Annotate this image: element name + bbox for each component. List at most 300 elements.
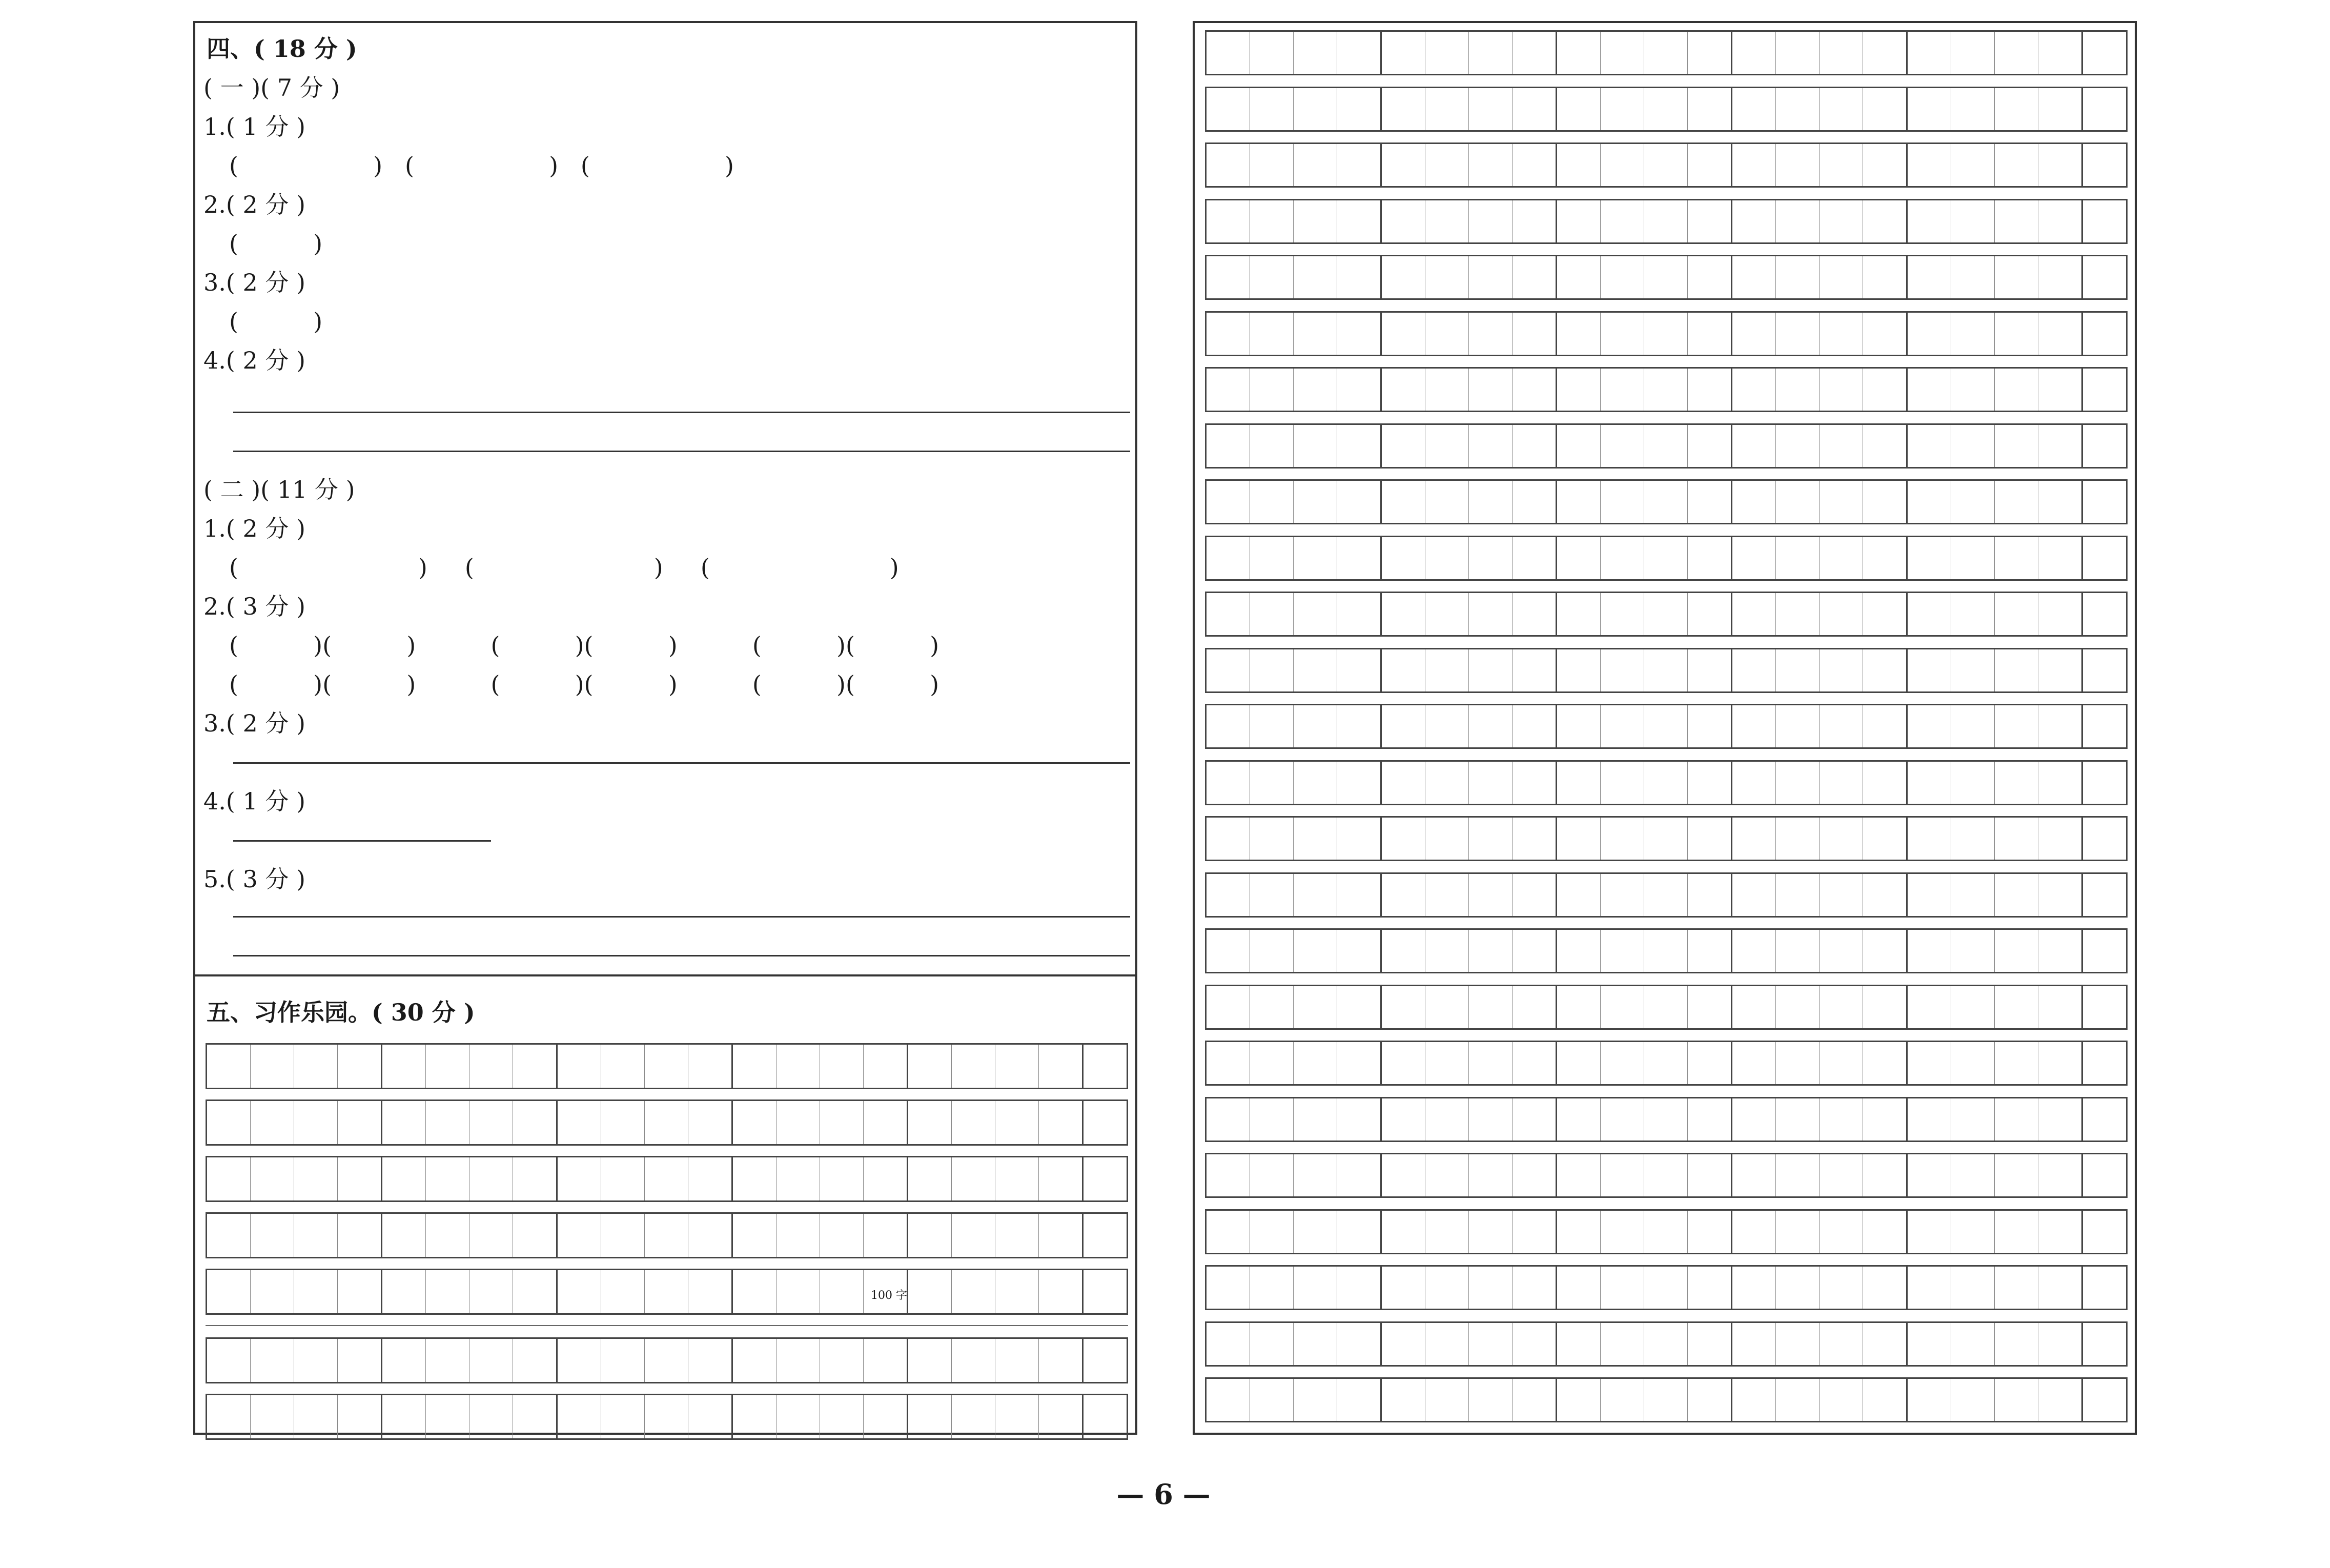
- grid-cell[interactable]: [733, 1157, 776, 1200]
- grid-cell[interactable]: [294, 1157, 338, 1200]
- grid-cell[interactable]: [1425, 1154, 1469, 1196]
- grid-cell[interactable]: [1688, 649, 1732, 691]
- grid-cell[interactable]: [1688, 1379, 1732, 1421]
- grid-cell[interactable]: [1732, 32, 1776, 74]
- grid-cell[interactable]: [1513, 1154, 1557, 1196]
- grid-cell[interactable]: [952, 1157, 995, 1200]
- grid-cell[interactable]: [1863, 32, 1908, 74]
- grid-cell[interactable]: [1250, 32, 1294, 74]
- grid-cell[interactable]: [2038, 705, 2083, 747]
- grid-cell[interactable]: [1995, 1323, 2038, 1365]
- grid-cell[interactable]: [1513, 593, 1557, 635]
- grid-cell[interactable]: [1820, 1323, 1863, 1365]
- grid-cell[interactable]: [1250, 144, 1294, 186]
- grid-cell[interactable]: [1732, 705, 1776, 747]
- grid-cell[interactable]: [1557, 200, 1601, 242]
- grid-cell[interactable]: [513, 1101, 558, 1144]
- grid-cell[interactable]: [1469, 481, 1513, 523]
- grid-cell[interactable]: [1469, 705, 1513, 747]
- grid-cell[interactable]: [1250, 986, 1294, 1028]
- grid-cell[interactable]: [1732, 144, 1776, 186]
- right-grid-row-9[interactable]: [1205, 479, 2128, 524]
- grid-cell[interactable]: [1688, 874, 1732, 916]
- grid-cell[interactable]: [1425, 256, 1469, 298]
- grid-cell[interactable]: [1469, 200, 1513, 242]
- grid-cell[interactable]: [1863, 1154, 1908, 1196]
- grid-cell[interactable]: [1557, 762, 1601, 804]
- grid-cell[interactable]: [1207, 649, 1250, 691]
- grid-cell[interactable]: [1601, 1323, 1644, 1365]
- grid-cell[interactable]: [1469, 1323, 1513, 1365]
- p1-q4-answer-line-2[interactable]: [233, 451, 1130, 452]
- grid-cell[interactable]: [469, 1270, 513, 1313]
- left-grid-row-1[interactable]: [206, 1043, 1128, 1089]
- right-grid-row-20[interactable]: [1205, 1097, 2128, 1142]
- grid-cell[interactable]: [1644, 32, 1688, 74]
- grid-cell[interactable]: [1337, 649, 1382, 691]
- grid-cell[interactable]: [469, 1339, 513, 1382]
- grid-cell[interactable]: [1732, 481, 1776, 523]
- grid-cell[interactable]: [1732, 1379, 1776, 1421]
- grid-cell[interactable]: [2083, 593, 2126, 635]
- grid-cell[interactable]: [1294, 200, 1337, 242]
- grid-cell[interactable]: [382, 1339, 426, 1382]
- grid-cell[interactable]: [1469, 425, 1513, 467]
- grid-cell[interactable]: [2038, 593, 2083, 635]
- grid-cell[interactable]: [1688, 930, 1732, 972]
- grid-cell[interactable]: [1469, 762, 1513, 804]
- grid-cell[interactable]: [1469, 1042, 1513, 1084]
- grid-cell[interactable]: [1469, 256, 1513, 298]
- grid-cell[interactable]: [864, 1214, 908, 1257]
- grid-cell[interactable]: [1776, 256, 1820, 298]
- grid-cell[interactable]: [1688, 705, 1732, 747]
- grid-cell[interactable]: [2083, 1267, 2126, 1309]
- grid-cell[interactable]: [1688, 481, 1732, 523]
- grid-cell[interactable]: [1513, 986, 1557, 1028]
- grid-cell[interactable]: [1207, 874, 1250, 916]
- grid-cell[interactable]: [995, 1339, 1039, 1382]
- grid-cell[interactable]: [1601, 200, 1644, 242]
- grid-cell[interactable]: [382, 1270, 426, 1313]
- grid-cell[interactable]: [1425, 1267, 1469, 1309]
- right-grid-row-7[interactable]: [1205, 367, 2128, 412]
- grid-cell[interactable]: [1995, 649, 2038, 691]
- right-grid-row-11[interactable]: [1205, 592, 2128, 637]
- grid-cell[interactable]: [1601, 313, 1644, 355]
- grid-cell[interactable]: [2083, 1154, 2126, 1196]
- grid-cell[interactable]: [1863, 930, 1908, 972]
- grid-cell[interactable]: [1776, 88, 1820, 130]
- right-grid-row-25[interactable]: [1205, 1377, 2128, 1422]
- grid-cell[interactable]: [1688, 1323, 1732, 1365]
- grid-cell[interactable]: [952, 1270, 995, 1313]
- grid-cell[interactable]: [1382, 144, 1425, 186]
- grid-cell[interactable]: [1513, 313, 1557, 355]
- grid-cell[interactable]: [1644, 930, 1688, 972]
- right-grid-row-12[interactable]: [1205, 648, 2128, 693]
- grid-cell[interactable]: [1207, 930, 1250, 972]
- grid-cell[interactable]: [1863, 1211, 1908, 1253]
- grid-cell[interactable]: [1425, 313, 1469, 355]
- grid-cell[interactable]: [338, 1214, 382, 1257]
- grid-cell[interactable]: [1820, 705, 1863, 747]
- grid-cell[interactable]: [1250, 313, 1294, 355]
- grid-cell[interactable]: [1557, 593, 1601, 635]
- grid-cell[interactable]: [1469, 874, 1513, 916]
- grid-cell[interactable]: [1337, 593, 1382, 635]
- grid-cell[interactable]: [1951, 649, 1995, 691]
- grid-cell[interactable]: [776, 1101, 820, 1144]
- grid-cell[interactable]: [1951, 1379, 1995, 1421]
- grid-cell[interactable]: [1469, 313, 1513, 355]
- grid-cell[interactable]: [2038, 1211, 2083, 1253]
- grid-cell[interactable]: [1382, 986, 1425, 1028]
- grid-cell[interactable]: [1951, 818, 1995, 860]
- right-grid-row-22[interactable]: [1205, 1209, 2128, 1254]
- grid-cell[interactable]: [645, 1157, 688, 1200]
- grid-cell[interactable]: [1688, 818, 1732, 860]
- grid-cell[interactable]: [382, 1157, 426, 1200]
- grid-cell[interactable]: [1995, 593, 2038, 635]
- grid-cell[interactable]: [733, 1214, 776, 1257]
- grid-cell[interactable]: [1425, 1211, 1469, 1253]
- grid-cell[interactable]: [1382, 649, 1425, 691]
- grid-cell[interactable]: [513, 1395, 558, 1438]
- grid-cell[interactable]: [469, 1214, 513, 1257]
- grid-cell[interactable]: [338, 1157, 382, 1200]
- grid-cell[interactable]: [1294, 930, 1337, 972]
- grid-cell[interactable]: [1732, 762, 1776, 804]
- grid-cell[interactable]: [382, 1395, 426, 1438]
- grid-cell[interactable]: [207, 1101, 251, 1144]
- grid-cell[interactable]: [1250, 256, 1294, 298]
- grid-cell[interactable]: [426, 1045, 469, 1088]
- grid-cell[interactable]: [2038, 874, 2083, 916]
- grid-cell[interactable]: [1644, 1211, 1688, 1253]
- grid-cell[interactable]: [1776, 593, 1820, 635]
- grid-cell[interactable]: [207, 1045, 251, 1088]
- grid-cell[interactable]: [1732, 313, 1776, 355]
- grid-cell[interactable]: [1469, 1154, 1513, 1196]
- grid-cell[interactable]: [1863, 313, 1908, 355]
- grid-cell[interactable]: [1644, 1042, 1688, 1084]
- grid-cell[interactable]: [1425, 930, 1469, 972]
- grid-cell[interactable]: [1601, 649, 1644, 691]
- grid-cell[interactable]: [1688, 144, 1732, 186]
- grid-cell[interactable]: [513, 1339, 558, 1382]
- grid-cell[interactable]: [1337, 1211, 1382, 1253]
- grid-cell[interactable]: [1732, 1323, 1776, 1365]
- grid-cell[interactable]: [1601, 425, 1644, 467]
- grid-cell[interactable]: [1294, 537, 1337, 579]
- grid-cell[interactable]: [1469, 649, 1513, 691]
- grid-cell[interactable]: [1644, 481, 1688, 523]
- grid-cell[interactable]: [1294, 1379, 1337, 1421]
- grid-cell[interactable]: [1732, 537, 1776, 579]
- grid-cell[interactable]: [1776, 986, 1820, 1028]
- right-grid-row-19[interactable]: [1205, 1041, 2128, 1086]
- grid-cell[interactable]: [1951, 369, 1995, 411]
- grid-cell[interactable]: [1820, 481, 1863, 523]
- grid-cell[interactable]: [1425, 593, 1469, 635]
- grid-cell[interactable]: [1382, 1098, 1425, 1141]
- grid-cell[interactable]: [1337, 1154, 1382, 1196]
- grid-cell[interactable]: [1776, 649, 1820, 691]
- grid-cell[interactable]: [1995, 537, 2038, 579]
- right-grid-row-16[interactable]: [1205, 872, 2128, 918]
- grid-cell[interactable]: [1337, 705, 1382, 747]
- grid-cell[interactable]: [952, 1339, 995, 1382]
- grid-cell[interactable]: [558, 1395, 601, 1438]
- grid-cell[interactable]: [688, 1045, 733, 1088]
- grid-cell[interactable]: [1207, 369, 1250, 411]
- grid-cell[interactable]: [1644, 705, 1688, 747]
- grid-cell[interactable]: [1425, 144, 1469, 186]
- grid-cell[interactable]: [1732, 369, 1776, 411]
- grid-cell[interactable]: [294, 1339, 338, 1382]
- p2-q2-blanks-row2[interactable]: ( )( ) ( )( ) ( )( ): [229, 670, 939, 698]
- grid-cell[interactable]: [2038, 1267, 2083, 1309]
- grid-cell[interactable]: [1294, 986, 1337, 1028]
- grid-cell[interactable]: [1908, 537, 1951, 579]
- grid-cell[interactable]: [1908, 313, 1951, 355]
- grid-cell[interactable]: [1469, 369, 1513, 411]
- right-grid-row-18[interactable]: [1205, 985, 2128, 1030]
- grid-cell[interactable]: [1039, 1270, 1084, 1313]
- grid-cell[interactable]: [1951, 313, 1995, 355]
- grid-cell[interactable]: [1513, 762, 1557, 804]
- grid-cell[interactable]: [645, 1045, 688, 1088]
- grid-cell[interactable]: [1820, 762, 1863, 804]
- grid-cell[interactable]: [1250, 818, 1294, 860]
- grid-cell[interactable]: [1995, 986, 2038, 1028]
- grid-cell[interactable]: [1776, 200, 1820, 242]
- right-grid-row-23[interactable]: [1205, 1265, 2128, 1310]
- grid-cell[interactable]: [1908, 705, 1951, 747]
- grid-cell[interactable]: [2038, 88, 2083, 130]
- grid-cell[interactable]: [908, 1157, 952, 1200]
- grid-cell[interactable]: [1820, 1154, 1863, 1196]
- grid-cell[interactable]: [1513, 200, 1557, 242]
- p2-q1-blanks[interactable]: ( ) ( ) ( ): [229, 554, 899, 581]
- grid-cell[interactable]: [1601, 1154, 1644, 1196]
- grid-cell[interactable]: [1513, 144, 1557, 186]
- grid-cell[interactable]: [1688, 762, 1732, 804]
- grid-cell[interactable]: [1601, 1211, 1644, 1253]
- grid-cell[interactable]: [733, 1101, 776, 1144]
- grid-cell[interactable]: [1337, 874, 1382, 916]
- grid-cell[interactable]: [1207, 1379, 1250, 1421]
- grid-cell[interactable]: [995, 1101, 1039, 1144]
- grid-cell[interactable]: [2083, 1323, 2126, 1365]
- p1-q1-blanks[interactable]: ( ) ( ) ( ): [229, 152, 734, 179]
- grid-cell[interactable]: [1732, 1267, 1776, 1309]
- grid-cell[interactable]: [1776, 1323, 1820, 1365]
- p1-q3-blank[interactable]: ( ): [229, 308, 323, 335]
- grid-cell[interactable]: [1951, 1154, 1995, 1196]
- grid-cell[interactable]: [1644, 762, 1688, 804]
- grid-cell[interactable]: [908, 1395, 952, 1438]
- grid-cell[interactable]: [1732, 425, 1776, 467]
- grid-cell[interactable]: [1469, 88, 1513, 130]
- grid-cell[interactable]: [294, 1045, 338, 1088]
- grid-cell[interactable]: [1601, 930, 1644, 972]
- grid-cell[interactable]: [1557, 649, 1601, 691]
- grid-cell[interactable]: [1337, 200, 1382, 242]
- grid-cell[interactable]: [1382, 705, 1425, 747]
- right-grid-row-10[interactable]: [1205, 536, 2128, 581]
- grid-cell[interactable]: [1951, 144, 1995, 186]
- grid-cell[interactable]: [1732, 1154, 1776, 1196]
- grid-cell[interactable]: [2083, 649, 2126, 691]
- grid-cell[interactable]: [558, 1157, 601, 1200]
- grid-cell[interactable]: [1688, 537, 1732, 579]
- grid-cell[interactable]: [1820, 593, 1863, 635]
- grid-cell[interactable]: [1557, 1379, 1601, 1421]
- grid-cell[interactable]: [1557, 1211, 1601, 1253]
- grid-cell[interactable]: [1863, 1042, 1908, 1084]
- grid-cell[interactable]: [1601, 1098, 1644, 1141]
- p2-q5-answer-line-2[interactable]: [233, 955, 1130, 956]
- grid-cell[interactable]: [1294, 818, 1337, 860]
- grid-cell[interactable]: [995, 1157, 1039, 1200]
- grid-cell[interactable]: [2083, 256, 2126, 298]
- grid-cell[interactable]: [1951, 256, 1995, 298]
- grid-cell[interactable]: [1863, 200, 1908, 242]
- grid-cell[interactable]: [1995, 1154, 2038, 1196]
- left-grid-row-5[interactable]: [206, 1269, 1128, 1315]
- grid-cell[interactable]: [2083, 705, 2126, 747]
- grid-cell[interactable]: [2083, 818, 2126, 860]
- grid-cell[interactable]: [1820, 32, 1863, 74]
- grid-cell[interactable]: [1688, 256, 1732, 298]
- grid-cell[interactable]: [601, 1214, 645, 1257]
- grid-cell[interactable]: [1207, 88, 1250, 130]
- grid-cell[interactable]: [1250, 369, 1294, 411]
- grid-cell[interactable]: [1207, 593, 1250, 635]
- grid-cell[interactable]: [1513, 705, 1557, 747]
- grid-cell[interactable]: [1337, 1323, 1382, 1365]
- grid-cell[interactable]: [2083, 930, 2126, 972]
- grid-cell[interactable]: [1337, 425, 1382, 467]
- grid-cell[interactable]: [1337, 32, 1382, 74]
- grid-cell[interactable]: [382, 1214, 426, 1257]
- grid-cell[interactable]: [1951, 481, 1995, 523]
- grid-cell[interactable]: [952, 1101, 995, 1144]
- grid-cell[interactable]: [2038, 762, 2083, 804]
- grid-cell[interactable]: [1863, 256, 1908, 298]
- grid-cell[interactable]: [1207, 425, 1250, 467]
- grid-cell[interactable]: [2038, 1154, 2083, 1196]
- grid-cell[interactable]: [1039, 1214, 1084, 1257]
- grid-cell[interactable]: [1250, 1267, 1294, 1309]
- grid-cell[interactable]: [776, 1045, 820, 1088]
- grid-cell[interactable]: [1294, 32, 1337, 74]
- grid-cell[interactable]: [1207, 705, 1250, 747]
- grid-cell[interactable]: [1644, 1323, 1688, 1365]
- grid-cell[interactable]: [1820, 313, 1863, 355]
- grid-cell[interactable]: [1207, 1267, 1250, 1309]
- grid-cell[interactable]: [1601, 593, 1644, 635]
- grid-cell[interactable]: [601, 1045, 645, 1088]
- grid-cell[interactable]: [1469, 144, 1513, 186]
- grid-cell[interactable]: [426, 1101, 469, 1144]
- grid-cell[interactable]: [2038, 986, 2083, 1028]
- grid-cell[interactable]: [820, 1270, 864, 1313]
- grid-cell[interactable]: [1425, 369, 1469, 411]
- grid-cell[interactable]: [1382, 256, 1425, 298]
- grid-cell[interactable]: [1776, 818, 1820, 860]
- grid-cell[interactable]: [1820, 200, 1863, 242]
- grid-cell[interactable]: [1776, 425, 1820, 467]
- grid-cell[interactable]: [1557, 425, 1601, 467]
- grid-cell[interactable]: [469, 1395, 513, 1438]
- grid-cell[interactable]: [338, 1270, 382, 1313]
- grid-cell[interactable]: [1601, 818, 1644, 860]
- right-grid-row-3[interactable]: [1205, 142, 2128, 188]
- grid-cell[interactable]: [1863, 1323, 1908, 1365]
- grid-cell[interactable]: [601, 1157, 645, 1200]
- grid-cell[interactable]: [1863, 425, 1908, 467]
- grid-cell[interactable]: [733, 1339, 776, 1382]
- grid-cell[interactable]: [338, 1045, 382, 1088]
- grid-cell[interactable]: [1908, 200, 1951, 242]
- grid-cell[interactable]: [1425, 762, 1469, 804]
- grid-cell[interactable]: [1863, 481, 1908, 523]
- grid-cell[interactable]: [1513, 874, 1557, 916]
- grid-cell[interactable]: [2083, 762, 2126, 804]
- grid-cell[interactable]: [995, 1045, 1039, 1088]
- grid-cell[interactable]: [1908, 649, 1951, 691]
- grid-cell[interactable]: [1207, 144, 1250, 186]
- grid-cell[interactable]: [2038, 537, 2083, 579]
- grid-cell[interactable]: [1644, 1267, 1688, 1309]
- grid-cell[interactable]: [1513, 1267, 1557, 1309]
- grid-cell[interactable]: [1995, 818, 2038, 860]
- grid-cell[interactable]: [820, 1045, 864, 1088]
- grid-cell[interactable]: [1425, 200, 1469, 242]
- grid-cell[interactable]: [338, 1395, 382, 1438]
- grid-cell[interactable]: [1084, 1339, 1127, 1382]
- grid-cell[interactable]: [1995, 313, 2038, 355]
- grid-cell[interactable]: [1644, 818, 1688, 860]
- grid-cell[interactable]: [820, 1339, 864, 1382]
- grid-cell[interactable]: [1039, 1101, 1084, 1144]
- p1-q2-blank[interactable]: ( ): [229, 230, 323, 257]
- grid-cell[interactable]: [1513, 1098, 1557, 1141]
- grid-cell[interactable]: [1337, 481, 1382, 523]
- grid-cell[interactable]: [1294, 369, 1337, 411]
- right-grid-row-6[interactable]: [1205, 311, 2128, 356]
- grid-cell[interactable]: [1820, 1042, 1863, 1084]
- grid-cell[interactable]: [1863, 986, 1908, 1028]
- grid-cell[interactable]: [1820, 1267, 1863, 1309]
- grid-cell[interactable]: [1557, 930, 1601, 972]
- grid-cell[interactable]: [469, 1157, 513, 1200]
- grid-cell[interactable]: [1951, 930, 1995, 972]
- grid-cell[interactable]: [645, 1101, 688, 1144]
- grid-cell[interactable]: [558, 1101, 601, 1144]
- grid-cell[interactable]: [1776, 32, 1820, 74]
- grid-cell[interactable]: [1995, 762, 2038, 804]
- grid-cell[interactable]: [2083, 32, 2126, 74]
- grid-cell[interactable]: [1382, 1267, 1425, 1309]
- grid-cell[interactable]: [1382, 200, 1425, 242]
- grid-cell[interactable]: [1294, 256, 1337, 298]
- grid-cell[interactable]: [1644, 1154, 1688, 1196]
- left-grid-row-7[interactable]: [206, 1394, 1128, 1440]
